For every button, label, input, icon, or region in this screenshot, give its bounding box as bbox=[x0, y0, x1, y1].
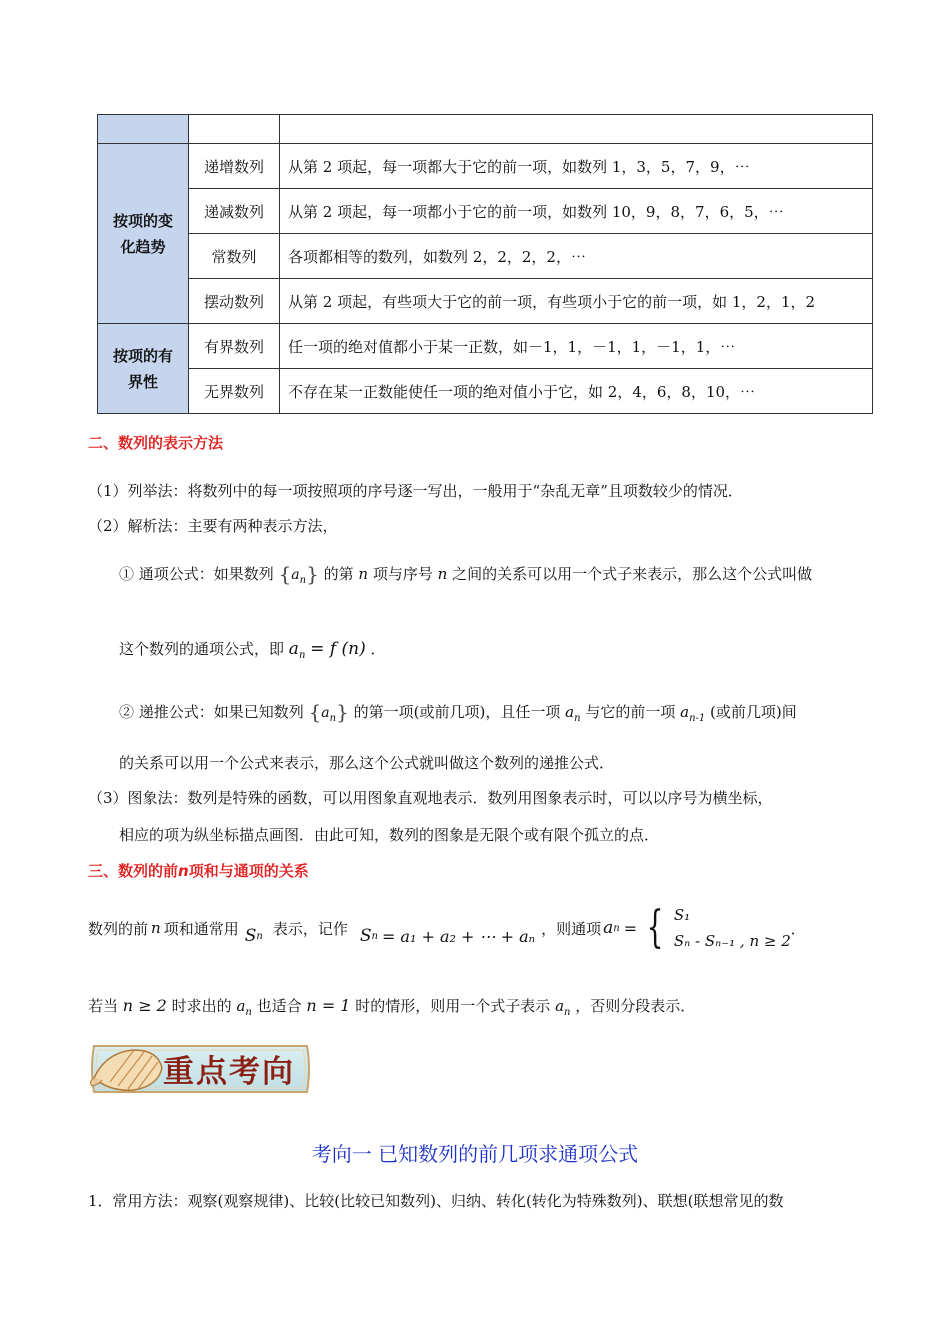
paragraph: 1．常用方法：观察(观察规律)、比较(比较已知数列)、归纳、转化(转化为特殊数列)、联想(联想常见的数 bbox=[88, 1192, 784, 1210]
classification-table bbox=[97, 114, 873, 414]
text: 项与序号 bbox=[372, 565, 433, 583]
math-a: a bbox=[288, 639, 299, 659]
paragraph bbox=[88, 995, 695, 1018]
math-sub: n bbox=[245, 1007, 252, 1018]
row-name: 有界数列 bbox=[189, 324, 280, 369]
category-bound bbox=[98, 324, 189, 414]
row-name: 递减数列 bbox=[189, 189, 280, 234]
category-label: 按项的有 bbox=[112, 346, 173, 365]
row-desc: 不存在某一正数能使任一项的绝对值小于它，如 2，4，6，8，10，⋯ bbox=[280, 369, 873, 414]
math-a: a bbox=[565, 703, 575, 721]
math-sub: n-1 bbox=[689, 713, 706, 724]
table-cell bbox=[98, 115, 189, 144]
category-label: 按项的变 bbox=[112, 211, 173, 230]
row-desc: 从第 2 项起，每一项都小于它的前一项，如数列 10，9，8，7，6，5，⋯ bbox=[280, 189, 873, 234]
category-trend bbox=[98, 144, 189, 324]
math-n: n bbox=[437, 565, 448, 583]
row-desc: 从第 2 项起，有些项大于它的前一项，有些项小于它的前一项，如 1，2，1，2 bbox=[280, 279, 873, 324]
math-a: a bbox=[680, 703, 690, 721]
case-2: Sₙ - Sₙ₋₁ , n ≥ 2 bbox=[673, 932, 791, 950]
paragraph bbox=[119, 562, 812, 586]
text: ② 递推公式：如果已知数列 bbox=[119, 703, 304, 721]
category-label: 界性 bbox=[127, 372, 158, 391]
section-heading: 二、数列的表示方法 bbox=[88, 434, 224, 452]
section-heading bbox=[88, 860, 309, 881]
table-row bbox=[98, 234, 873, 279]
text: 与它的前一项 bbox=[585, 703, 676, 721]
math-S: S bbox=[244, 926, 257, 946]
row-name: 常数列 bbox=[189, 234, 280, 279]
math-a: a bbox=[603, 918, 614, 938]
text: 项和通常用 bbox=[163, 919, 239, 938]
text: 三、数列的前 bbox=[88, 862, 179, 880]
piecewise-formula bbox=[641, 902, 791, 954]
text: ． bbox=[790, 919, 806, 938]
row-desc: 任一项的绝对值都小于某一正数，如－1，1，－1，1，－1，1，⋯ bbox=[280, 324, 873, 369]
row-name: 递增数列 bbox=[189, 144, 280, 189]
brace-right: } bbox=[336, 700, 349, 724]
text: 项和与通项的关系 bbox=[188, 862, 309, 880]
paragraph bbox=[119, 700, 797, 724]
paragraph: （2）解析法：主要有两种表示方法， bbox=[88, 517, 338, 535]
equals-sign: = bbox=[623, 918, 638, 938]
math-a: a bbox=[555, 997, 565, 1015]
cases bbox=[674, 902, 791, 954]
paragraph bbox=[88, 898, 806, 958]
key-direction-banner bbox=[88, 1040, 313, 1098]
text: 时求出的 bbox=[171, 997, 232, 1015]
text: ． bbox=[370, 640, 386, 658]
text: 的第一项(或前几项)，且任一项 bbox=[353, 703, 561, 721]
text: 时的情形，则用一个式子表示 bbox=[355, 997, 551, 1015]
shell-icon bbox=[88, 1042, 166, 1096]
math-sub: n bbox=[613, 922, 620, 934]
text: ，则通项 bbox=[541, 919, 602, 938]
table-row bbox=[98, 324, 873, 369]
formula: = a₁ + a₂ + ⋯ + aₙ bbox=[381, 926, 536, 946]
formula: n ≥ 2 bbox=[122, 996, 167, 1015]
row-name: 摆动数列 bbox=[189, 279, 280, 324]
math-n: n bbox=[178, 862, 189, 880]
paragraph: （3）图象法：数列是特殊的函数，可以用图象直观地表示．数列用图象表示时，可以以序号为横坐标， bbox=[88, 789, 773, 807]
math-sub: n bbox=[299, 575, 307, 586]
formula: = f (n) bbox=[310, 639, 366, 659]
math-S: S bbox=[359, 926, 372, 946]
math-sub: n bbox=[371, 930, 378, 942]
text: (或前几项)间 bbox=[710, 703, 797, 721]
math-a: a bbox=[321, 705, 330, 721]
brace-left: { bbox=[278, 562, 292, 586]
brace-left: { bbox=[646, 902, 664, 953]
table-row bbox=[98, 115, 873, 144]
formula: n = 1 bbox=[306, 996, 351, 1015]
brace-left: { bbox=[308, 700, 322, 724]
paragraph bbox=[119, 638, 386, 661]
text: 这个数列的通项公式，即 bbox=[119, 640, 285, 658]
brace-right: } bbox=[306, 562, 319, 586]
math-n: n bbox=[151, 919, 161, 937]
category-label: 化趋势 bbox=[120, 237, 166, 256]
paragraph: 的关系可以用一个公式来表示，那么这个公式就叫做这个数列的递推公式． bbox=[119, 754, 615, 772]
math-n: n bbox=[358, 565, 369, 583]
row-desc: 从第 2 项起，每一项都大于它的前一项，如数列 1，3，5，7，9，⋯ bbox=[280, 144, 873, 189]
text: 数列的前 bbox=[88, 919, 149, 938]
paragraph: （1）列举法：将数列中的每一项按照项的序号逐一写出，一般用于“杂乱无章”且项数较少的情况． bbox=[88, 482, 743, 500]
text: 若当 bbox=[88, 997, 119, 1015]
table-row bbox=[98, 369, 873, 414]
text: ，否则分段表示． bbox=[575, 997, 696, 1015]
math-a: a bbox=[236, 997, 246, 1015]
direction-title: 考向一 已知数列的前几项求通项公式 bbox=[311, 1142, 639, 1166]
math-sub: n bbox=[256, 930, 263, 942]
math-a: a bbox=[291, 567, 300, 583]
table-cell bbox=[189, 115, 280, 144]
row-name: 无界数列 bbox=[189, 369, 280, 414]
row-desc: 各项都相等的数列，如数列 2，2，2，2，⋯ bbox=[280, 234, 873, 279]
text: 表示，记作 bbox=[272, 919, 348, 938]
math-sub: n bbox=[574, 713, 581, 724]
math-sub: n bbox=[564, 1007, 571, 1018]
table-row bbox=[98, 189, 873, 234]
text: 之间的关系可以用一个式子来表示，那么这个公式叫做 bbox=[452, 565, 813, 583]
table-row bbox=[98, 279, 873, 324]
table-cell bbox=[280, 115, 873, 144]
math-sub: n bbox=[329, 713, 337, 724]
table-row bbox=[98, 144, 873, 189]
text: 的第 bbox=[323, 565, 354, 583]
banner-text: 重点考向 bbox=[163, 1054, 295, 1090]
text: ① 通项公式：如果数列 bbox=[119, 565, 274, 583]
sequence-notation bbox=[308, 700, 349, 724]
text: 也适合 bbox=[256, 997, 302, 1015]
paragraph: 相应的项为纵坐标描点画图．由此可知，数列的图象是无限个或有限个孤立的点． bbox=[119, 826, 660, 844]
sequence-notation bbox=[278, 562, 319, 586]
case-1: S₁ bbox=[673, 906, 691, 924]
math-sub: n bbox=[298, 650, 306, 661]
